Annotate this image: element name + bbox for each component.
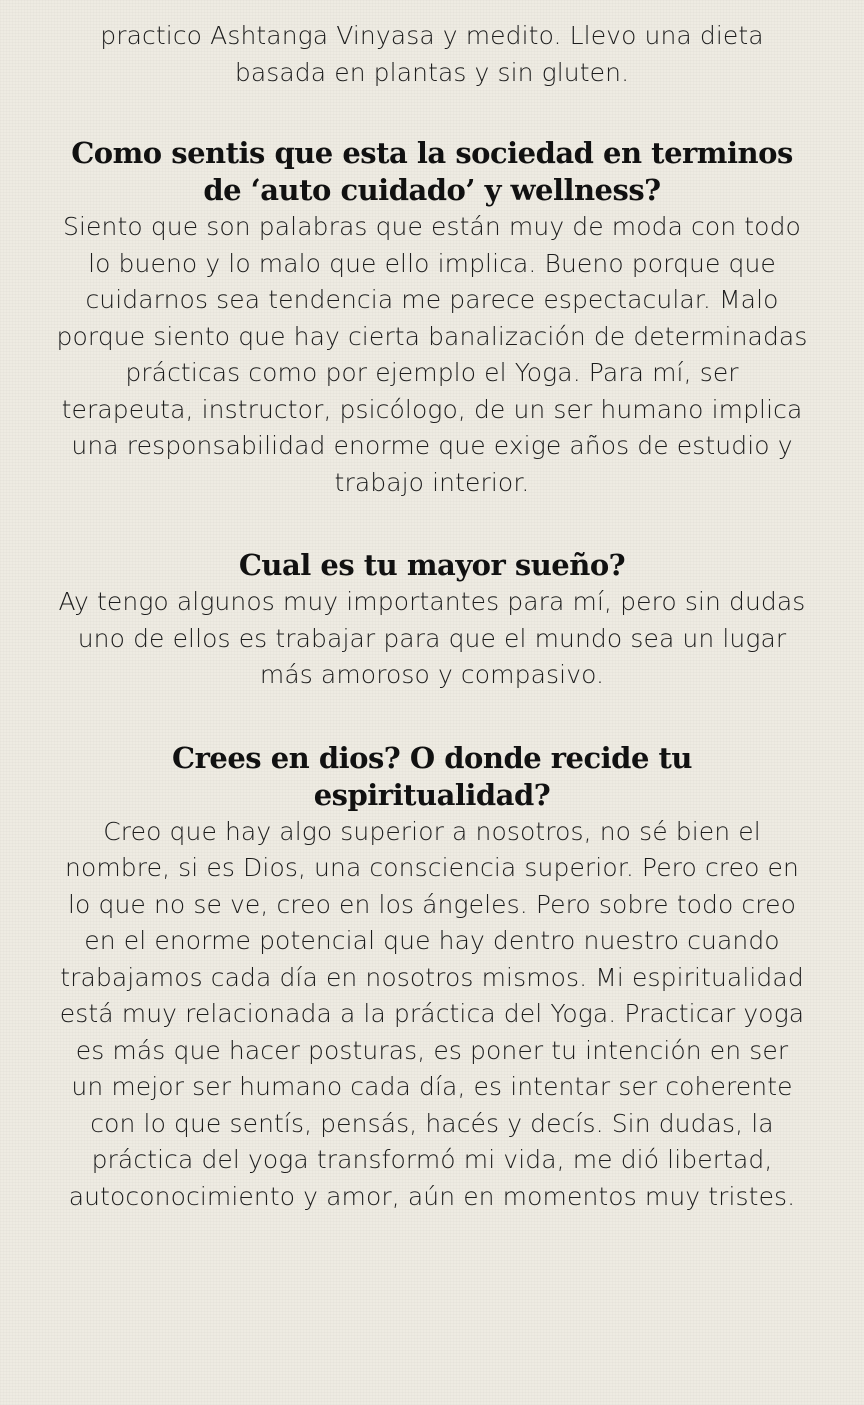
spacer: [56, 91, 808, 135]
spacer: [56, 694, 808, 740]
answer-paragraph: Creo que hay algo superior a nosotros, no sé bien el nombre, si es Dios, una consciencia superior. Pero creo en lo que no se ve, creo en los ángeles. Pero sobre todo creo en el enorme potencial que hay dentro nuestro cuando trabajamos cada día en nosotros mismos. Mi espiritualidad está muy relacionada a la práctica del Yoga. Practicar yoga es más que hacer posturas, es poner tu intención en ser un mejor ser humano cada día, es intentar ser coherente con lo que sentís, pensás, hacés y decís. Sin dudas, la práctica del yoga transformó mi vida, me dió libertad, autoconocimiento y amor, aún en momentos muy tristes.: [59, 816, 805, 1211]
spacer: [56, 501, 808, 547]
answer-paragraph: Siento que son palabras que están muy de moda con todo lo bueno y lo malo que ello implica. Bueno porque que cuidarnos sea tendencia me parece espectacular. Malo porque siento que hay cierta banalización de determinadas prácticas como por ejemplo el Yoga. Para mí, ser terapeuta, instructor, psicólogo, de un ser humano implica una responsabilidad enorme que exige años de estudio y trabajo interior.: [56, 212, 808, 497]
question-heading: Como sentis que esta la sociedad en terminos de ‘auto cuidado’ y wellness?: [71, 136, 793, 207]
intro-paragraph: practico Ashtanga Vinyasa y medito. Llevo una dieta basada en plantas y sin gluten.: [100, 21, 764, 87]
question-heading: Cual es tu mayor sueño?: [238, 548, 626, 582]
question-heading: Crees en dios? O donde recide tu espiritualidad?: [172, 740, 692, 812]
answer-paragraph: Ay tengo algunos muy importantes para mí, pero sin dudas uno de ellos es trabajar para que el mundo sea un lugar más amoroso y compasivo.: [58, 587, 806, 689]
